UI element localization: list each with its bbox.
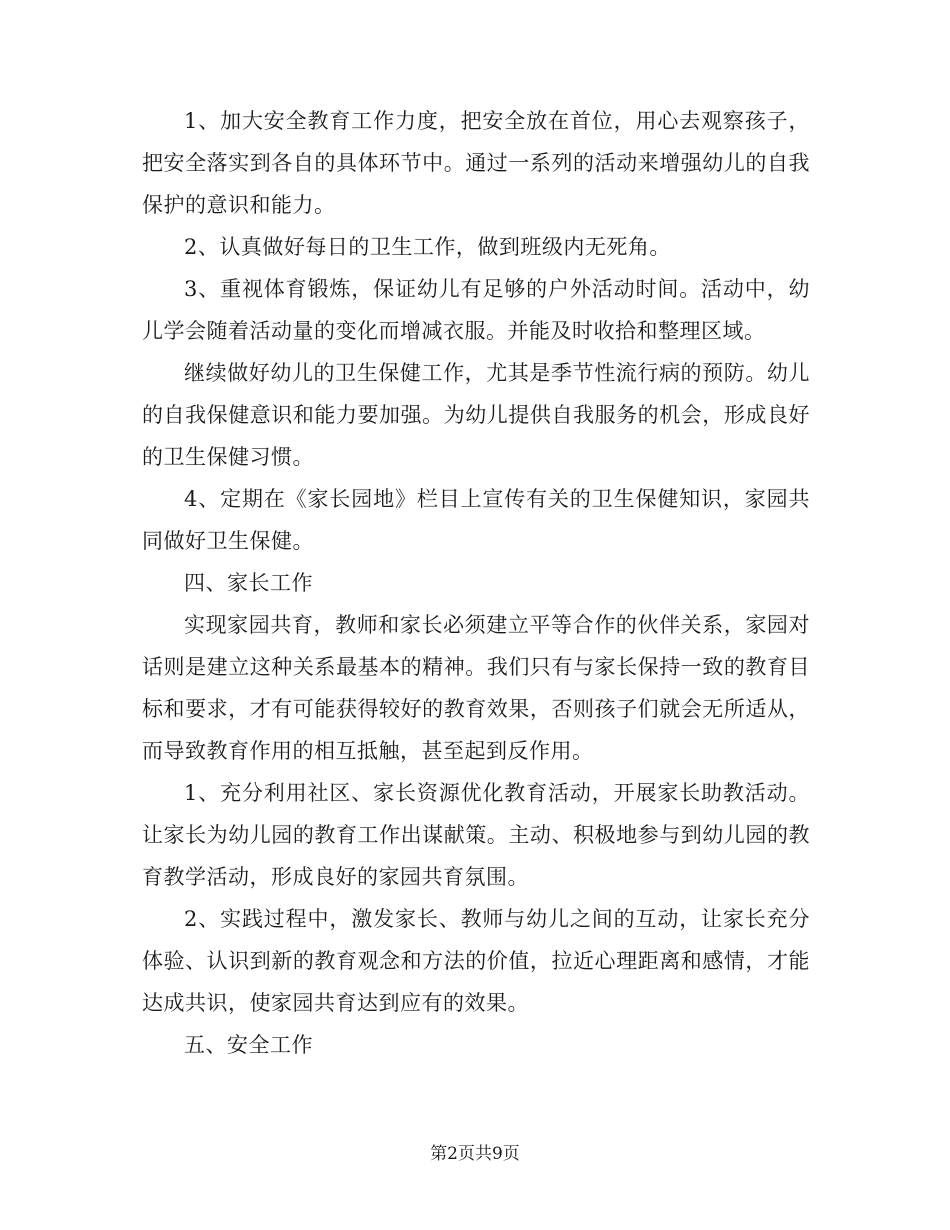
paragraph-health-care: 继续做好幼儿的卫生保健工作，尤其是季节性流行病的预防。幼儿的自我保健意识和能力要加强。为幼儿提供自我服务的机会，形成良好的卫生保健习惯。: [142, 361, 810, 469]
paragraph-interaction: 2、实践过程中，激发家长、教师与幼儿之间的互动，让家长充分体验、认识到新的教育观念和方法的价值，拉近心理距离和感情，才能达成共识，使家园共育达到应有的效果。: [142, 907, 810, 1015]
paragraph-physical-exercise: 3、重视体育锻炼，保证幼儿有足够的户外活动时间。活动中，幼儿学会随着活动量的变化而增减衣服。并能及时收拾和整理区域。: [142, 277, 810, 343]
paragraph-home-school-cooperation: 实现家园共育，教师和家长必须建立平等合作的伙伴关系，家园对话则是建立这种关系最基本的精神。我们只有与家长保持一致的教育目标和要求，才有可能获得较好的教育效果，否则孩子们就会无所适从，而导致教育作用的相互抵触，甚至起到反作用。: [142, 613, 810, 763]
document-body: [142, 100, 810, 1066]
paragraph-parent-garden-column: 4、定期在《家长园地》栏目上宣传有关的卫生保健知识，家园共同做好卫生保健。: [142, 487, 810, 553]
paragraph-safety-education: 1、加大安全教育工作力度，把安全放在首位，用心去观察孩子，把安全落实到各自的具体环节中。通过一系列的活动来增强幼儿的自我保护的意识和能力。: [142, 109, 810, 217]
section-heading-safety-work: 五、安全工作: [184, 1033, 313, 1057]
paragraph-community-resources: 1、充分利用社区、家长资源优化教育活动，开展家长助教活动。让家长为幼儿园的教育工作出谋献策。主动、积极地参与到幼儿园的教育教学活动，形成良好的家园共育氛围。: [142, 781, 810, 889]
section-heading-parent-work: 四、家长工作: [184, 571, 313, 595]
paragraph-daily-hygiene: 2、认真做好每日的卫生工作，做到班级内无死角。: [184, 235, 671, 259]
page-number-footer: 第2页共9页: [430, 1144, 520, 1164]
